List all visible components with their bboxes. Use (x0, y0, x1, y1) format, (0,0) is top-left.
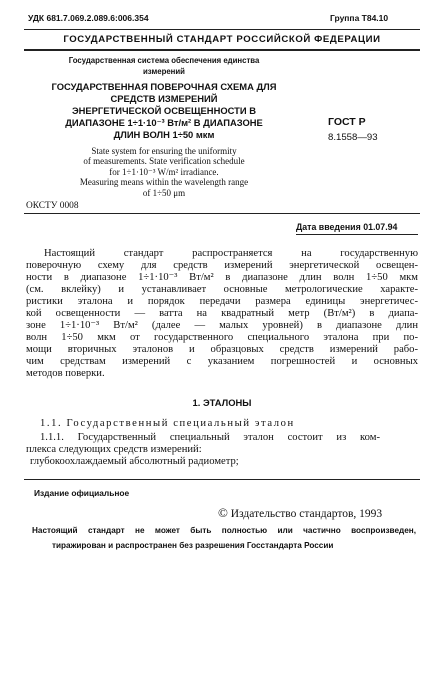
intro-line-10: чим средствам измерений с указанием погрешностей и основных (26, 356, 418, 367)
standard-title: ГОСУДАРСТВЕННЫЙ СТАНДАРТ РОССИЙСКОЙ ФЕДЕРАЦИИ (63, 34, 381, 45)
system-line-2: измерений (143, 67, 185, 76)
official-edition: Издание официальное (34, 488, 130, 498)
english-line-4: Measuring means within the wavelength range (79, 177, 249, 188)
title-line-3: ЭНЕРГЕТИЧЕСКОЙ ОСВЕЩЕННОСТИ В (71, 105, 257, 116)
publisher: Издательство стандартов, 1993 (230, 508, 383, 520)
intro-line-11: методов поверки. (26, 368, 105, 379)
copyright-notice-line-2: тиражирован и распространен без разрешения Госстандарта России (52, 541, 334, 550)
title-block-rule (24, 213, 420, 214)
system-line-1: Государственная система обеспечения единства (68, 56, 260, 65)
title-line-5: ДЛИН ВОЛН 1÷50 мкм (113, 129, 215, 140)
gost-number: 8.1558—93 (328, 132, 378, 143)
title-line-1: ГОСУДАРСТВЕННАЯ ПОВЕРОЧНАЯ СХЕМА ДЛЯ (51, 81, 277, 92)
subsection-1-1-1-line-1: 1.1.1. Государственный специальный эталон состоит из ком- (40, 432, 380, 443)
english-line-5: of 1÷50 μm (142, 187, 186, 198)
english-title (26, 146, 302, 198)
intro-line-6: кой освещенности — ватта на квадратный метр (Вт/м²) в диапа- (26, 308, 418, 319)
section-heading: 1. ЭТАЛОНЫ (192, 397, 252, 408)
header-rule-bottom (24, 49, 420, 51)
okstu-code: ОКСТУ 0008 (26, 201, 79, 211)
date-of-introduction (296, 222, 397, 232)
group-code: Группа Т84.10 (330, 13, 389, 23)
date-value: 01.07.94 (363, 222, 398, 232)
date-rule (296, 234, 418, 235)
header-rule-top (24, 29, 420, 30)
english-line-1: State system for ensuring the uniformity (91, 146, 237, 156)
date-label: Дата введения (296, 222, 361, 232)
gost-label: ГОСТ Р (328, 116, 366, 128)
intro-line-2: поверочную схему для средств измерений энергетической освещен- (26, 260, 418, 271)
intro-line-1: Настоящий стандарт распространяется на государственную (44, 248, 418, 259)
subsection-1-1-1-line-2: плекса следующих средств измерений: (26, 444, 202, 455)
copyright-line (218, 505, 382, 521)
copyright-notice-line-1: Настоящий стандарт не может быть полностью или частично воспроизведен, (32, 526, 416, 535)
intro-line-9: мощи вторичных эталонов и образцовых средств измерений рабо- (26, 344, 418, 355)
intro-line-8: волн 1÷50 мкм от государственного специального эталона при по- (26, 332, 418, 343)
intro-line-5: ристики эталона и порядок передачи размера единицы энергетичес- (26, 296, 418, 307)
footer-rule (24, 479, 420, 480)
subsection-1-1-1-line-3: глубокоохлаждаемый абсолютный радиометр; (30, 456, 239, 467)
english-line-2: of measurements. State verification schedule (83, 156, 245, 167)
title-line-4: ДИАПАЗОНЕ 1÷1·10⁻³ Вт/м² В ДИАПАЗОНЕ (65, 117, 263, 128)
title-line-2: СРЕДСТВ ИЗМЕРЕНИЙ (110, 93, 218, 104)
subsection-1-1: 1.1. Государственный специальный эталон (40, 418, 295, 429)
english-line-3: for 1÷1·10⁻³ W/m² irradiance. (109, 166, 219, 177)
udc-code: УДК 681.7.069.2.089.6:006.354 (28, 13, 149, 23)
intro-line-4: (см. вклейку) и устанавливает основные метрологические характе- (26, 284, 418, 295)
intro-line-3: ности в диапазоне 1÷1·10⁻³ Вт/м² в диапазоне длин волн 1÷50 мкм (26, 272, 418, 283)
copyright-symbol: © (218, 505, 228, 520)
intro-line-7: зоне 1÷1·10⁻³ Вт/м² (далее — малых уровней) в диапазоне длин (26, 320, 418, 331)
